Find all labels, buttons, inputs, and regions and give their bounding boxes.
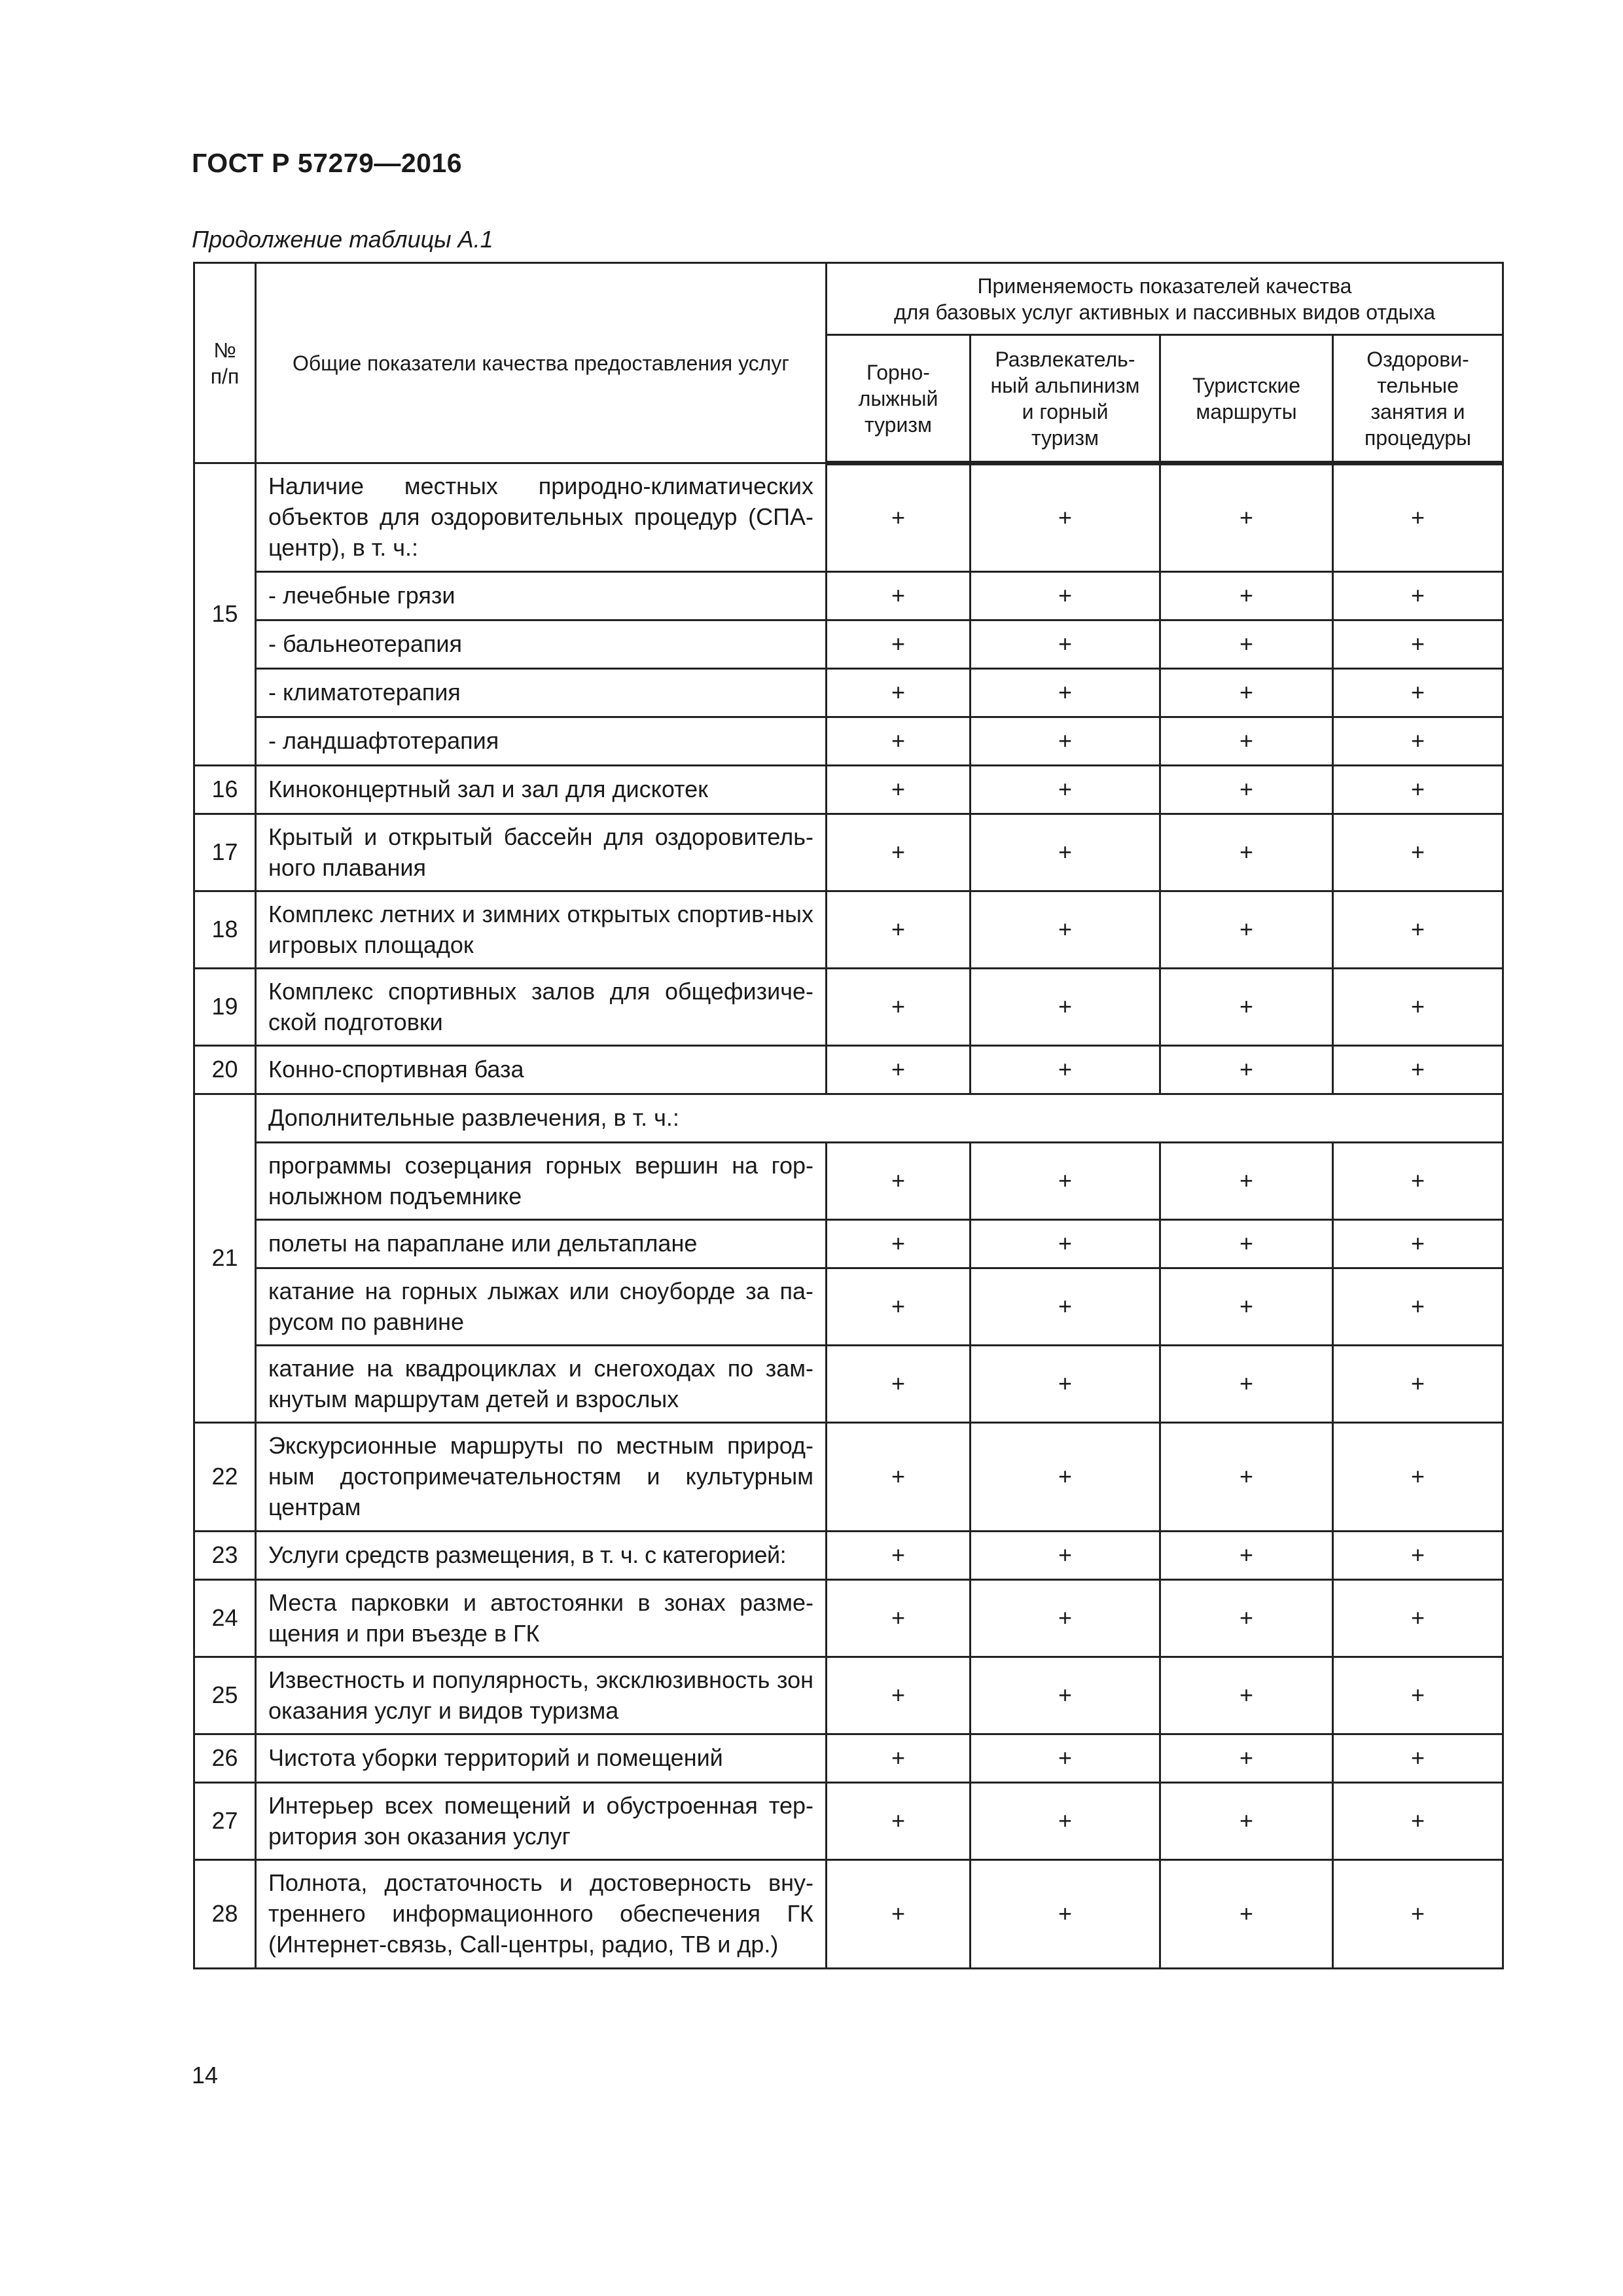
row-indicator: Конно-спортивная база (256, 1046, 827, 1094)
row-number: 18 (194, 891, 256, 969)
applicability-mark: + (827, 669, 971, 717)
applicability-mark: + (1333, 1734, 1503, 1783)
applicability-mark: + (1160, 1580, 1333, 1657)
table-row (194, 620, 1503, 669)
table-caption: Продолжение таблицы А.1 (192, 226, 493, 253)
row-indicator: Услуги средств размещения, в т. ч. с категорией: (256, 1532, 827, 1580)
applicability-mark: + (1160, 1734, 1333, 1783)
table-row (194, 1094, 1503, 1143)
row-indicator: - бальнеотерапия (256, 620, 827, 669)
applicability-mark: + (1160, 1046, 1333, 1094)
row-number: 24 (194, 1580, 256, 1657)
applicability-mark: + (971, 669, 1160, 717)
row-indicator: полеты на параплане или дельтаплане (256, 1220, 827, 1268)
applicability-mark: + (971, 717, 1160, 766)
applicability-mark: + (971, 891, 1160, 969)
applicability-mark: + (1160, 969, 1333, 1046)
row-indicator: Интерьер всех помещений и обустроенная тер-ритория зон оказания услуг (256, 1783, 827, 1860)
applicability-mark: + (1333, 620, 1503, 669)
applicability-mark: + (1333, 1580, 1503, 1657)
row-indicator: - климатотерапия (256, 669, 827, 717)
header-column: Туристские маршруты (1160, 335, 1333, 463)
row-indicator: Наличие местных природно-климатических объектов для оздоровительных процедур (СПА-центр), в т. ч.: (256, 463, 827, 572)
table-row (194, 969, 1503, 1046)
applicability-mark: + (1160, 1143, 1333, 1220)
applicability-mark: + (827, 620, 971, 669)
applicability-mark: + (971, 620, 1160, 669)
table-row (194, 1046, 1503, 1094)
applicability-mark: + (827, 1532, 971, 1580)
applicability-mark: + (1333, 463, 1503, 572)
row-number: 16 (194, 766, 256, 814)
applicability-mark: + (827, 1220, 971, 1268)
applicability-mark: + (827, 717, 971, 766)
applicability-mark: + (1333, 1346, 1503, 1423)
applicability-mark: + (1160, 572, 1333, 620)
table-row (194, 766, 1503, 814)
row-number: 19 (194, 969, 256, 1046)
row-indicator: Киноконцертный зал и зал для дискотек (256, 766, 827, 814)
applicability-mark: + (1160, 1657, 1333, 1734)
row-indicator: - ландшафтотерапия (256, 717, 827, 766)
table-row (194, 1220, 1503, 1268)
applicability-mark: + (1333, 969, 1503, 1046)
applicability-mark: + (971, 1657, 1160, 1734)
applicability-mark: + (971, 1268, 1160, 1346)
table-header-row (194, 263, 1503, 335)
header-column: Горно- лыжный туризм (827, 335, 971, 463)
applicability-mark: + (971, 1783, 1160, 1860)
row-number: 26 (194, 1734, 256, 1783)
applicability-mark: + (1160, 1783, 1333, 1860)
applicability-mark: + (827, 1268, 971, 1346)
quality-indicators-table (193, 262, 1504, 1969)
table-row (194, 1346, 1503, 1423)
applicability-mark: + (971, 1734, 1160, 1783)
applicability-mark: + (1333, 1423, 1503, 1532)
applicability-mark: + (1160, 1346, 1333, 1423)
header-applicability-group: Применяемость показателей качества для базовых услуг активных и пассивных видов отдыха (827, 263, 1503, 335)
applicability-mark: + (971, 969, 1160, 1046)
table-row (194, 1268, 1503, 1346)
table-row (194, 572, 1503, 620)
table-row (194, 891, 1503, 969)
table-row (194, 717, 1503, 766)
applicability-mark: + (827, 1734, 971, 1783)
applicability-mark: + (971, 463, 1160, 572)
row-indicator: Места парковки и автостоянки в зонах разме-щения и при въезде в ГК (256, 1580, 827, 1657)
row-number: 20 (194, 1046, 256, 1094)
table-row (194, 1657, 1503, 1734)
applicability-mark: + (827, 463, 971, 572)
row-number: 22 (194, 1423, 256, 1532)
applicability-mark: + (971, 1860, 1160, 1969)
header-indicator: Общие показатели качества предоставления услуг (256, 263, 827, 463)
table-row (194, 1860, 1503, 1969)
table-row (194, 463, 1503, 572)
applicability-mark: + (1333, 1657, 1503, 1734)
applicability-mark: + (1333, 814, 1503, 891)
table-row (194, 1532, 1503, 1580)
applicability-mark: + (1160, 463, 1333, 572)
applicability-mark: + (1333, 766, 1503, 814)
applicability-mark: + (1160, 669, 1333, 717)
applicability-mark: + (1333, 1532, 1503, 1580)
row-indicator: Комплекс спортивных залов для общефизиче-ской подготовки (256, 969, 827, 1046)
row-indicator: Экскурсионные маршруты по местным природ-ным достопримечательностям и культурным центрам (256, 1423, 827, 1532)
row-number: 28 (194, 1860, 256, 1969)
applicability-mark: + (1333, 1783, 1503, 1860)
table-row (194, 1580, 1503, 1657)
applicability-mark: + (1160, 1220, 1333, 1268)
header-column: Оздорови- тельные занятия и процедуры (1333, 335, 1503, 463)
row-indicator: Полнота, достаточность и достоверность вну-треннего информационного обеспечения ГК (Интернет-связь, Call-центры, радио, ТВ и др.) (256, 1860, 827, 1969)
table-row (194, 1423, 1503, 1532)
applicability-mark: + (1160, 1268, 1333, 1346)
page-number: 14 (192, 2062, 219, 2089)
document-code: ГОСТ Р 57279—2016 (192, 148, 463, 178)
table-row (194, 1783, 1503, 1860)
row-number: 23 (194, 1532, 256, 1580)
header-column: Развлекатель- ный альпинизм и горный туризм (971, 335, 1160, 463)
row-indicator: катание на квадроциклах и снегоходах по зам-кнутым маршрутам детей и взрослых (256, 1346, 827, 1423)
row-indicator: программы созерцания горных вершин на гор-нолыжном подъемнике (256, 1143, 827, 1220)
applicability-mark: + (971, 1532, 1160, 1580)
applicability-mark: + (971, 1143, 1160, 1220)
applicability-mark: + (1333, 1860, 1503, 1969)
row-number: 15 (194, 463, 256, 766)
applicability-mark: + (1333, 1143, 1503, 1220)
applicability-mark: + (1160, 766, 1333, 814)
table-row (194, 1734, 1503, 1783)
applicability-mark: + (827, 1783, 971, 1860)
applicability-mark: + (1333, 891, 1503, 969)
applicability-mark: + (1333, 1220, 1503, 1268)
applicability-mark: + (1160, 1532, 1333, 1580)
row-number: 25 (194, 1657, 256, 1734)
applicability-mark: + (1160, 1423, 1333, 1532)
applicability-mark: + (827, 572, 971, 620)
applicability-mark: + (971, 1220, 1160, 1268)
table-row (194, 1143, 1503, 1220)
applicability-mark: + (1333, 1046, 1503, 1094)
applicability-mark: + (827, 1423, 971, 1532)
applicability-mark: + (827, 969, 971, 1046)
row-indicator: Крытый и открытый бассейн для оздоровитель-ного плавания (256, 814, 827, 891)
applicability-mark: + (971, 1346, 1160, 1423)
row-indicator: катание на горных лыжах или сноуборде за па-русом по равнине (256, 1268, 827, 1346)
applicability-mark: + (827, 1143, 971, 1220)
applicability-mark: + (1160, 717, 1333, 766)
row-indicator: Чистота уборки территорий и помещений (256, 1734, 827, 1783)
applicability-mark: + (971, 1423, 1160, 1532)
applicability-mark: + (971, 766, 1160, 814)
applicability-mark: + (827, 766, 971, 814)
applicability-mark: + (1333, 717, 1503, 766)
applicability-mark: + (827, 1860, 971, 1969)
row-number: 21 (194, 1094, 256, 1423)
applicability-mark: + (827, 1046, 971, 1094)
applicability-mark: + (971, 572, 1160, 620)
applicability-mark: + (1160, 814, 1333, 891)
applicability-mark: + (1160, 620, 1333, 669)
applicability-mark: + (1333, 572, 1503, 620)
applicability-mark: + (971, 1046, 1160, 1094)
applicability-mark: + (1333, 1268, 1503, 1346)
applicability-mark: + (1160, 891, 1333, 969)
row-number: 17 (194, 814, 256, 891)
row-indicator: Известность и популярность, эксклюзивность зон оказания услуг и видов туризма (256, 1657, 827, 1734)
table-row (194, 669, 1503, 717)
applicability-mark: + (1333, 669, 1503, 717)
applicability-mark: + (827, 891, 971, 969)
applicability-mark: + (827, 1346, 971, 1423)
applicability-mark: + (827, 1580, 971, 1657)
applicability-mark: + (971, 814, 1160, 891)
row-indicator: Комплекс летних и зимних открытых спортив-ных игровых площадок (256, 891, 827, 969)
applicability-mark: + (971, 1580, 1160, 1657)
applicability-mark: + (827, 814, 971, 891)
header-num: № п/п (194, 263, 256, 463)
applicability-mark: + (827, 1657, 971, 1734)
row-indicator: Дополнительные развлечения, в т. ч.: (256, 1094, 1503, 1143)
table-row (194, 814, 1503, 891)
row-indicator: - лечебные грязи (256, 572, 827, 620)
row-number: 27 (194, 1783, 256, 1860)
applicability-mark: + (1160, 1860, 1333, 1969)
